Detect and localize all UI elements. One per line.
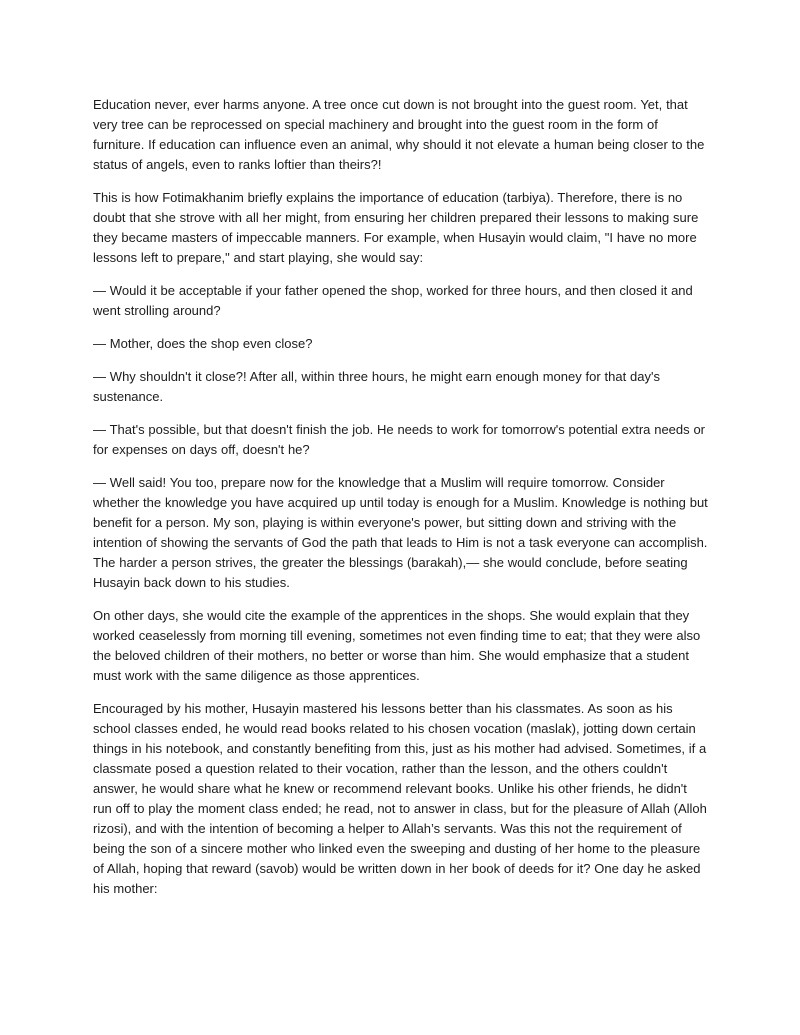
paragraph: — Why shouldn't it close?! After all, within three hours, he might earn enough money for that day's sustenance. <box>93 369 660 404</box>
paragraph: Encouraged by his mother, Husayin mastered his lessons better than his classmates. As soon as his school classes ended, he would read books related to his chosen vocation (maslak), jotting down certain things in his notebook, and constantly benefiting from this, just as his mother had advised. Sometimes, if a classmate posed a question related to their vocation, rather than the lesson, and the others couldn't answer, he would share what he knew or recommend relevant books. Unlike his other friends, he didn't run off to play the moment class ended; he read, not to answer in class, but for the pleasure of Allah (Alloh rizosi), and with the intention of becoming a helper to Allah’s servants. Was this not the requirement of being the son of a sincere mother who linked even the sweeping and dusting of her home to the pleasure of Allah, hoping that reward (savob) would be written down in her book of deeds for it? One day he asked his mother: <box>93 701 707 896</box>
paragraph: — Mother, does the shop even close? <box>93 336 313 351</box>
paragraph: — Would it be acceptable if your father opened the shop, worked for three hours, and then closed it and went strolling around? <box>93 283 693 318</box>
paragraph: — That's possible, but that doesn't finish the job. He needs to work for tomorrow's potential extra needs or for expenses on days off, doesn't he? <box>93 422 706 457</box>
paragraph: Education never, ever harms anyone. A tree once cut down is not brought into the guest room. Yet, that very tree can be reprocessed on special machinery and brought into the guest room in the form of furniture. If education can influence even an animal, why should it not elevate a human being closer to the status of angels, even to ranks loftier than theirs?! <box>93 97 705 172</box>
paragraph: This is how Fotimakhanim briefly explains the importance of education (tarbiya). Therefore, there is no doubt that she strove with all her might, from ensuring her children prepared their lessons to making sure they became masters of impeccable manners. For example, when Husayin would claim, "I have no more lessons left to prepare," and start playing, she would say: <box>93 190 699 265</box>
paragraph: — Well said! You too, prepare now for the knowledge that a Muslim will require tomorrow. Consider whether the knowledge you have acquired up until today is enough for a Muslim. Knowledge is nothing but benefit for a person. My son, playing is within everyone's power, but sitting down and striving with the intention of showing the servants of God the path that leads to Him is not a task everyone can accomplish. The harder a person strives, the greater the blessings (barakah),— she would conclude, before seating Husayin back down to his studies. <box>93 475 708 590</box>
paragraph: On other days, she would cite the example of the apprentices in the shops. She would explain that they worked ceaselessly from morning till evening, sometimes not even finding time to eat; that they were also the beloved children of their mothers, no better or worse than him. She would emphasize that a student must work with the same diligence as those apprentices. <box>93 608 701 683</box>
text-column <box>93 95 708 899</box>
